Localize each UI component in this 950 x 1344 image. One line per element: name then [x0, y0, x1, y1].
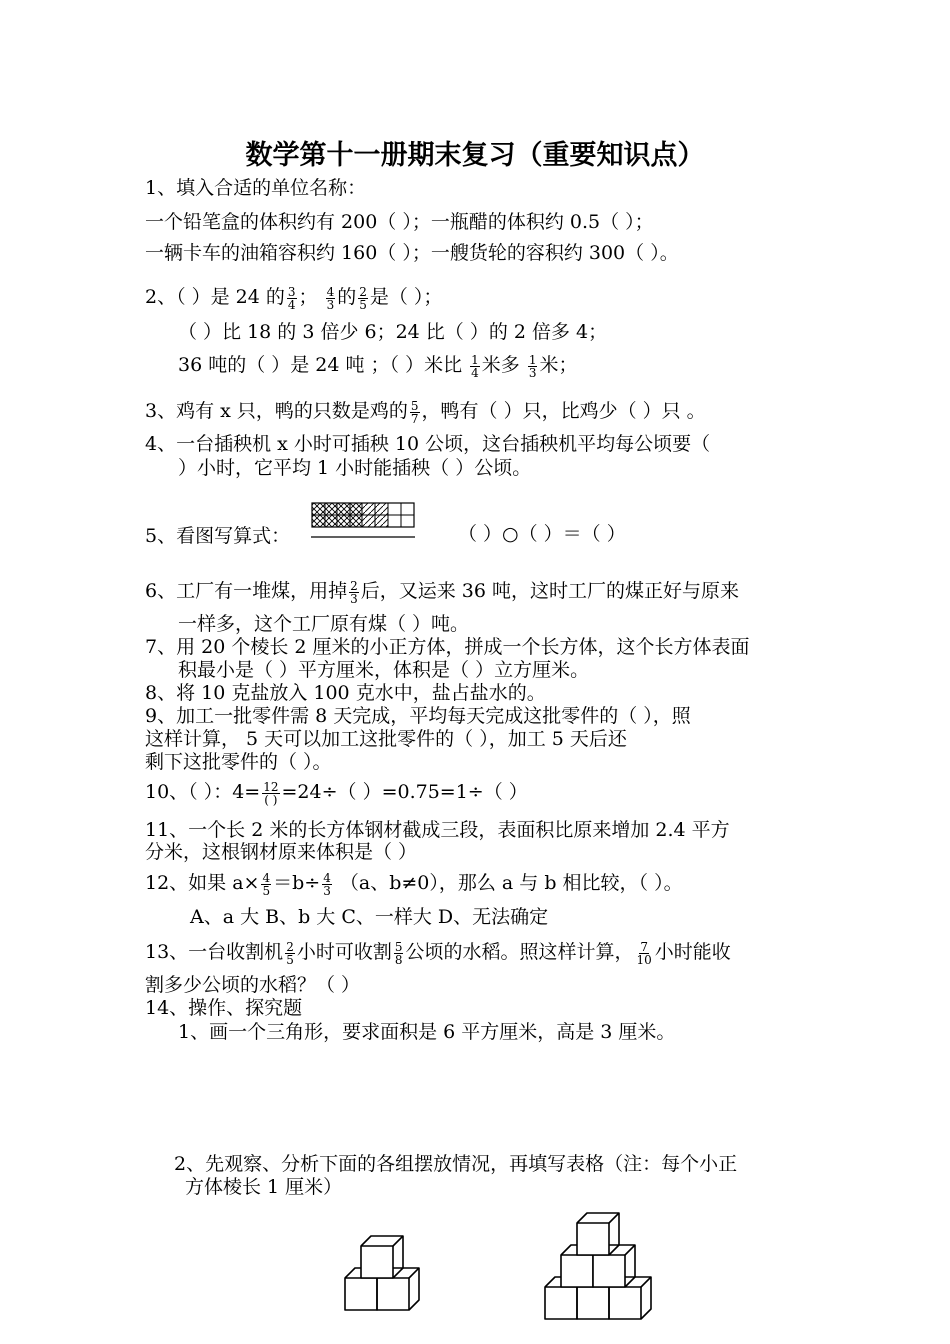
q12-text-b: ＝b÷ — [273, 872, 321, 894]
q14-part-1: 1、画一个三角形，要求面积是 6 平方厘米，高是 3 厘米。 — [178, 1021, 676, 1043]
q9-line-3: 剩下这批零件的（ ）。 — [145, 751, 332, 773]
q8-line: 8、将 10 克盐放入 100 克水中，盐占盐水的。 — [145, 682, 546, 704]
q14-part-2-line-2: 方体棱长 1 厘米） — [185, 1176, 343, 1198]
q7-line-2: 积最小是（ ）平方厘米，体积是（ ）立方厘米。 — [178, 659, 590, 681]
q2-text-a4: 是（ ）； — [369, 286, 443, 308]
q5-expression: （ ）○（ ）＝（ ） — [458, 523, 626, 545]
q4-line-2: ）小时，它平均 1 小时能插秧（ ）公顷。 — [178, 457, 532, 479]
q2-line-1 — [145, 285, 442, 311]
q12-options: A、a 大 B、b 大 C、一样大 D、无法确定 — [190, 906, 549, 928]
q13-text-a: 13、一台收割机 — [145, 941, 284, 963]
q5-label: 5、看图写算式： — [145, 525, 291, 547]
q1-line-1: 一个铅笔盒的体积约有 200（ ）；一瓶醋的体积约 0.5（ ）； — [145, 211, 654, 233]
fraction: $\frac{3}{4}$ — [287, 284, 296, 312]
q2-line-2: （ ）比 18 的 3 倍少 6；24 比（ ）的 2 倍多 4； — [178, 321, 608, 343]
q6-line-1 — [145, 579, 739, 605]
q12-text-c: （a、b≠0），那么 a 与 b 相比较，（ ）。 — [339, 872, 683, 894]
q13-text-b: 小时可收割 — [296, 941, 392, 963]
q1-line-2: 一辆卡车的油箱容积约 160（ ）；一艘货轮的容积约 300（ ）。 — [145, 242, 679, 264]
fraction: $\frac{7}{10}$ — [636, 939, 652, 967]
q3-text-b: ，鸭有（ ）只，比鸡少（ ）只 。 — [421, 400, 706, 422]
q11-line-1: 11、一个长 2 米的长方体钢材截成三段，表面积比原来增加 2.4 平方 — [145, 819, 730, 841]
q3-line — [145, 399, 706, 425]
q2-text-c2: 米多 — [481, 354, 520, 376]
q13-text-d: 小时能收 — [654, 941, 731, 963]
q2-text-a1: 2、（ ）是 24 的 — [145, 286, 285, 308]
q2-text-a3: 的 — [337, 286, 357, 308]
fraction: $\frac{2}{5}$ — [359, 284, 367, 312]
fraction: $\frac{2}{3}$ — [350, 578, 358, 606]
fraction: $\frac{5}{7}$ — [410, 398, 419, 426]
q11-line-2: 分米，这根钢材原来体积是（ ） — [145, 841, 418, 863]
q13-line-1 — [145, 940, 731, 966]
q12-text-a: 12、如果 a× — [145, 872, 260, 894]
q9-line-1: 9、加工一批零件需 8 天完成，平均每天完成这批零件的（ ），照 — [145, 705, 691, 727]
q14-part-2-line-1: 2、先观察、分析下面的各组摆放情况，再填写表格（注：每个小正 — [174, 1153, 738, 1175]
fraction: $\frac{4}{5}$ — [262, 870, 271, 898]
q6-text-b: 后，又运来 36 吨，这时工厂的煤正好与原来 — [360, 580, 739, 602]
page-title: 数学第十一册期末复习（重要知识点） — [245, 140, 705, 171]
q10-text-b: =24÷（ ）=0.75=1÷（ ） — [281, 781, 528, 803]
q2-text-c1: 36 吨的（ ）是 24 吨 ；（ ）米比 — [178, 354, 463, 376]
q4-line-1: 4、一台插秧机 x 小时可插秧 10 公顷，这台插秧机平均每公顷要（ — [145, 433, 711, 455]
q13-line-2: 割多少公顷的水稻？（ ） — [145, 974, 361, 996]
q6-line-2: 一样多，这个工厂原有煤（ ）吨。 — [178, 613, 470, 635]
q10-line — [145, 780, 528, 806]
q10-text-a: 10、（ ）：4= — [145, 781, 261, 803]
q14-heading: 14、操作、探究题 — [145, 997, 303, 1019]
hatched-strip-figure — [311, 500, 415, 540]
q2-text-c3: 米； — [539, 354, 578, 376]
q2-line-3 — [178, 353, 578, 379]
fraction: $\frac{4}{3}$ — [323, 870, 331, 898]
fraction: $\frac{12}{( )}$ — [263, 779, 279, 807]
fraction: $\frac{1}{4}$ — [471, 352, 479, 380]
q3-text-a: 3、鸡有 x 只，鸭的只数是鸡的 — [145, 400, 408, 422]
q13-text-c: 公顷的水稻。照这样计算， — [405, 941, 634, 963]
q1-heading: 1、填入合适的单位名称： — [145, 177, 367, 199]
cube-stack-figure-1 — [340, 1230, 440, 1320]
fraction: $\frac{1}{3}$ — [528, 352, 537, 380]
q12-line — [145, 871, 683, 897]
fraction: $\frac{2}{5}$ — [286, 939, 294, 967]
q9-line-2: 这样计算， 5 天可以加工这批零件的（ ），加工 5 天后还 — [145, 728, 627, 750]
q7-line-1: 7、用 20 个棱长 2 厘米的小正方体，拼成一个长方体，这个长方体表面 — [145, 636, 750, 658]
q6-text-a: 6、工厂有一堆煤，用掉 — [145, 580, 348, 602]
fraction: $\frac{5}{8}$ — [394, 939, 403, 967]
fraction: $\frac{4}{3}$ — [326, 284, 335, 312]
cube-stack-figure-2 — [540, 1205, 665, 1325]
q2-text-a2: ； — [298, 286, 318, 308]
